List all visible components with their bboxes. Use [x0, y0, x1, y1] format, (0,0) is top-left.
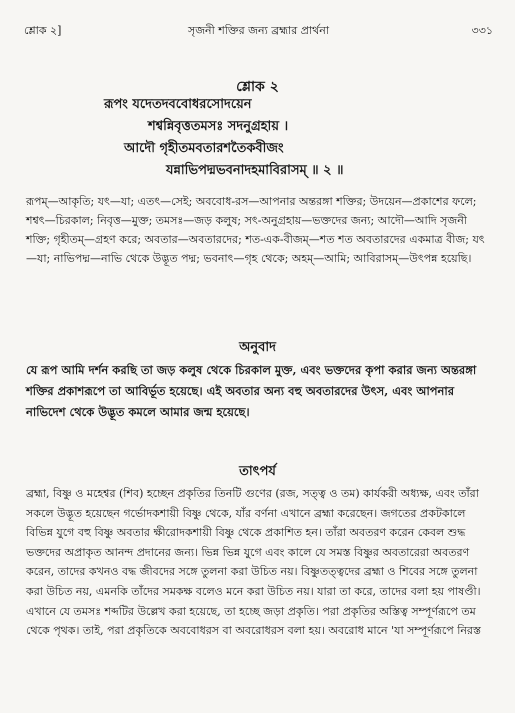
purport-heading: তাৎপর্য [239, 464, 276, 479]
header-verse-ref: শ্লোক ২] [24, 24, 62, 37]
verse-line: শশ্বন্নিবৃত্ততমসঃ সদনুগ্রহায় । [148, 119, 289, 134]
purport-text: ব্রহ্মা, বিষ্ণু ও মহেশ্বর (শিব) হচ্ছেন প্রকৃতির তিনটি গুণের (রজ, সত্ত্ব ও তম) কার্যকরী অধ্যক্ষ, এবং তাঁরা সকলে উদ্ভূত হয়েছেন গর্ভোদকশায়ী বিষ্ণু থেকে, যাঁর বর্ণনা এখানে ব্রহ্মা করেছেন। জগতের প্রকটকালে বিভিন্ন যুগে বহু বিষ্ণু অবতার ক্ষীরোদকশায়ী বিষ্ণু থেকে প্রকাশিত হন। তাঁরা অবতরণ করেন কেবল শুদ্ধ ভক্তদের অপ্রাকৃত আনন্দ প্রদানের জন্য। ভিন্ন ভিন্ন যুগে এবং কালে যে সমস্ত বিষ্ণুর অবতারেরা অবতরণ করেন, তাদের কখনও বদ্ধ জীবদের সঙ্গে তুলনা করা উচিত নয়। বিষ্ণুতত্ত্বদের ব্রহ্মা ও শিবের সঙ্গে তুলনা করা উচিত নয়, এমনকি তাঁদের সমকক্ষ বলেও মনে করা উচিত নয়। যারা তা করে, তাদের বলা হয় পাষণ্ডী। এখানে যে তমসঃ শব্দটির উল্লেখ করা হয়েছে, তা হচ্ছে জড়া প্রকৃতি। পরা প্রকৃতির অস্তিত্ব সম্পূর্ণরূপে তম থেকে পৃথক। তাই, পরা প্রকৃতিকে অববোধরস বা অবরোধরস বলা হয়। অবরোধ মানে 'যা সম্পূর্ণরূপে নিরস্ত [26, 487, 481, 638]
header-chapter-title: সৃজনী শক্তির জন্য ব্রহ্মার প্রার্থনা [187, 24, 330, 37]
running-header [24, 22, 493, 42]
word-synonyms: রূপম্—আকৃতি; যৎ—যা; এতৎ—সেই; অববোধ-রস—আপনার অন্তরঙ্গা শক্তির; উদয়েন—প্রকাশের ফলে; শশ্বৎ—চিরকাল; নিবৃত্ত—মুক্ত; তমসঃ—জড় কলুষ; সৎ-অনুগ্রহায়—ভক্তদের জন্য; আদৌ—আদি সৃজনী শক্তি; গৃহীতম্—গ্রহণ করে; অবতার—অবতারদের; শত-এক-বীজম্—শত শত অবতারদের একমাত্র বীজ; যৎ—যা; নাভিপদ্ম—নাভি থেকে উদ্ভূত পদ্ম; ভবনাৎ—গৃহ থেকে; অহম্—আমি; আবিরাসম্—উৎপন্ন হয়েছি। [26, 195, 485, 265]
verse-line: আদৌ গৃহীতমবতারশতৈকবীজং [124, 141, 284, 156]
page-number: ৩৩১ [471, 24, 493, 37]
verse-line: রূপং যদেতদববোধরসোদয়েন [104, 97, 252, 112]
verse-line: যন্নাভিপদ্মভবনাদহমাবিরাসম্ ॥ ২ ॥ [166, 163, 344, 178]
verse-title: শ্লোক ২ [236, 79, 279, 95]
translation-heading: অনুবাদ [239, 340, 276, 355]
translation-text: যে রূপ আমি দর্শন করছি তা জড় কলুষ থেকে চিরকাল মুক্ত, এবং ভক্তদের কৃপা করার জন্য অন্তরঙ্গা শক্তির প্রকাশরূপে তা আবির্ভূত হয়েছে। এই অবতার অন্য বহু অবতারদের উৎস, এবং আপনার নাভিদেশ থেকে উদ্ভূত কমলে আমার জন্ম হয়েছে। [26, 363, 477, 419]
